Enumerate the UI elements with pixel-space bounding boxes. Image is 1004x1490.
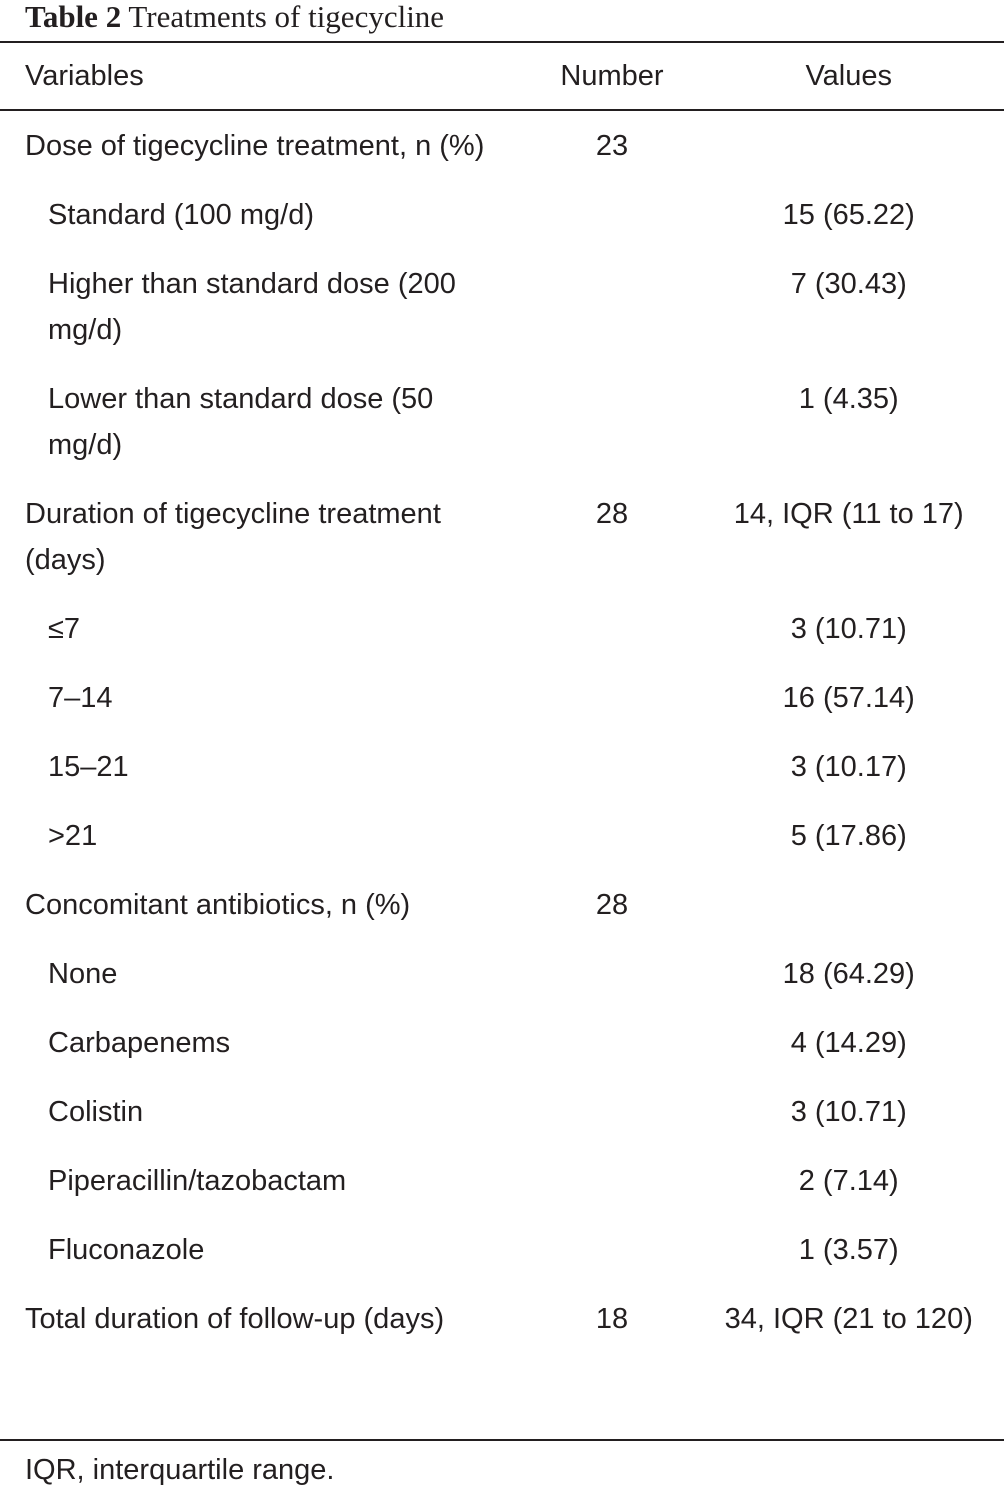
table-row: [0, 951, 1004, 1020]
row-value: 15 (65.22): [782, 199, 915, 231]
row-number: 28: [595, 498, 629, 530]
table-row: [0, 109, 1004, 192]
row-number: [506, 261, 719, 376]
table-row: [0, 491, 1004, 606]
row-variable: Dose of tigecycline treatment, n (%): [25, 130, 485, 162]
row-subvariable: 15–21: [48, 751, 129, 783]
row-number: 28: [595, 889, 629, 921]
row-value: 3 (10.71): [790, 1096, 907, 1128]
row-number: [506, 606, 719, 675]
column-header-variables: Variables: [25, 59, 144, 92]
row-subvariable: 7–14: [48, 682, 113, 714]
row-number: [506, 376, 719, 491]
row-subvariable: Fluconazole: [48, 1234, 205, 1266]
row-number: [506, 1089, 719, 1158]
table-row: [0, 261, 1004, 376]
row-value: 5 (17.86): [790, 820, 907, 852]
row-subvariable: >21: [48, 820, 98, 852]
row-value: 2 (7.14): [798, 1165, 899, 1197]
header-row: [0, 43, 1004, 109]
table-row: [0, 813, 1004, 882]
row-number: [506, 1227, 719, 1296]
row-value: 7 (30.43): [790, 268, 907, 300]
row-value: 4 (14.29): [790, 1027, 907, 1059]
treatments-table: [0, 43, 1004, 1365]
row-number: [506, 1158, 719, 1227]
table-row: [0, 882, 1004, 951]
table-row: [0, 675, 1004, 744]
table-row: [0, 744, 1004, 813]
table-row: [0, 1020, 1004, 1089]
row-variable: Duration of tigecycline treatment (days): [25, 498, 441, 576]
table-footnote: IQR, interquartile range.: [25, 1454, 335, 1486]
table-row: [0, 1089, 1004, 1158]
row-value: 3 (10.71): [790, 613, 907, 645]
row-value: 18 (64.29): [782, 958, 915, 990]
row-value: 14, IQR (11 to 17): [733, 498, 964, 530]
row-value: 34, IQR (21 to 120): [724, 1303, 973, 1335]
column-header-number: Number: [560, 59, 664, 92]
table-row: [0, 376, 1004, 491]
row-variable: Concomitant antibiotics, n (%): [25, 889, 411, 921]
row-number: [506, 675, 719, 744]
row-subvariable: Standard (100 mg/d): [48, 199, 314, 231]
row-number: [506, 813, 719, 882]
row-value: 3 (10.17): [790, 751, 907, 783]
bottom-rule: [0, 1439, 1004, 1441]
row-subvariable: Carbapenems: [48, 1027, 231, 1059]
table-header: [0, 43, 1004, 109]
row-subvariable: Lower than standard dose (50 mg/d): [48, 383, 434, 461]
row-value: [718, 882, 1004, 951]
row-value: 1 (4.35): [798, 383, 899, 415]
row-number: [506, 744, 719, 813]
row-value: 1 (3.57): [798, 1234, 899, 1266]
column-header-values: Values: [805, 59, 892, 92]
row-subvariable: None: [48, 958, 118, 990]
row-variable: Total duration of follow-up (days): [25, 1303, 445, 1335]
row-value: 16 (57.14): [782, 682, 915, 714]
table-title-text: Treatments of tigecycline: [128, 0, 445, 34]
table-title: [25, 0, 444, 34]
row-number: 18: [595, 1303, 629, 1335]
table-title-label: Table 2: [25, 0, 122, 34]
table-row: [0, 1158, 1004, 1227]
table-row: [0, 606, 1004, 675]
row-number: [506, 192, 719, 261]
row-number: 23: [595, 130, 629, 162]
row-value: [718, 109, 1004, 192]
row-subvariable: Higher than standard dose (200 mg/d): [48, 268, 456, 346]
table-row: [0, 1227, 1004, 1296]
table-row: [0, 1296, 1004, 1365]
row-subvariable: Piperacillin/tazobactam: [48, 1165, 347, 1197]
table-row: [0, 192, 1004, 261]
row-number: [506, 1020, 719, 1089]
row-number: [506, 951, 719, 1020]
row-subvariable: Colistin: [48, 1096, 144, 1128]
table-body: [0, 109, 1004, 1365]
row-subvariable: ≤7: [48, 613, 81, 645]
